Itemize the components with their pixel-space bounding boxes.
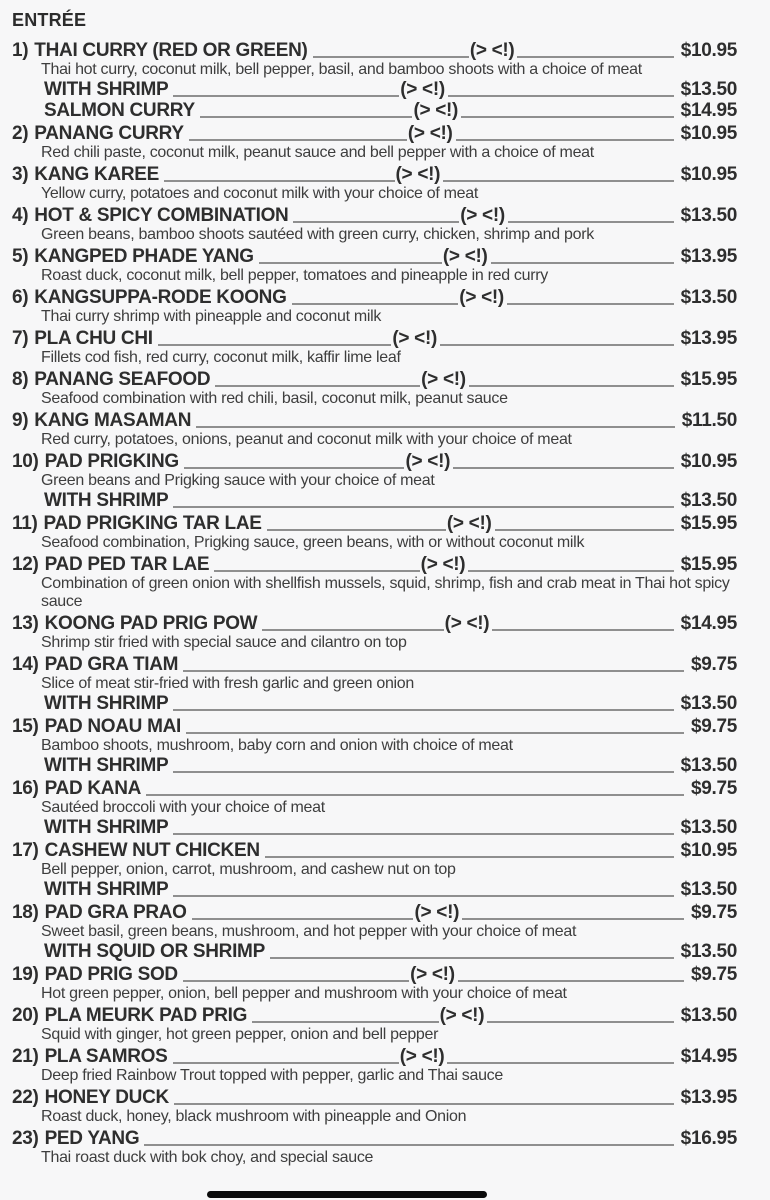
spicy-marker: (> <!) (407, 123, 453, 144)
menu-item (12, 246, 737, 285)
item-number: 13) (12, 613, 39, 634)
item-number: 16) (12, 778, 39, 799)
menu-item-price-row (12, 964, 737, 985)
menu-item-price-row (12, 513, 737, 534)
leader-line (144, 1144, 673, 1146)
leader-line (183, 980, 409, 982)
item-variants (12, 693, 737, 714)
spicy-marker: (> <!) (442, 246, 488, 267)
item-description: Thai curry shrimp with pineapple and coconut milk (41, 308, 382, 325)
item-variants (12, 941, 737, 962)
item-number: 2) (12, 123, 29, 144)
spicy-marker: (> <!) (439, 1005, 485, 1026)
leader-line (517, 56, 673, 58)
item-name: CASHEW NUT CHICKEN (44, 840, 260, 861)
variant-name: WITH SHRIMP (44, 490, 169, 511)
leader-line (462, 918, 684, 920)
item-variant (44, 879, 737, 900)
menu-item-price-row (12, 654, 737, 675)
item-price: $15.95 (680, 513, 738, 534)
leader-line (189, 139, 407, 141)
item-description: Yellow curry, potatoes and coconut milk with your choice of meat (41, 185, 479, 202)
menu-item (12, 964, 737, 1003)
item-name: KANG KAREE (34, 164, 160, 185)
spicy-marker: (> <!) (399, 1046, 445, 1067)
item-number: 20) (12, 1005, 39, 1026)
menu-item (12, 554, 737, 611)
leader-line (270, 957, 674, 959)
item-variant (44, 817, 737, 838)
item-price: $16.95 (680, 1128, 737, 1149)
menu-item (12, 513, 737, 552)
item-variant (44, 693, 737, 714)
page-title: ENTRÉE (12, 10, 87, 30)
menu-item (12, 1005, 737, 1044)
leader-line (491, 262, 674, 264)
menu-item (12, 1046, 737, 1085)
item-price: $13.95 (680, 246, 738, 267)
item-number: 12) (12, 554, 39, 575)
menu-item-price-row (12, 40, 737, 61)
item-description: Bell pepper, onion, carrot, mushroom, and cashew nut on top (41, 861, 456, 878)
leader-line (200, 116, 413, 118)
item-name: PAD GRA PRAO (44, 902, 187, 923)
variant-price: $14.95 (680, 100, 737, 121)
item-number: 10) (12, 451, 39, 472)
item-number: 22) (12, 1087, 39, 1108)
leader-line (173, 833, 673, 835)
menu-list (12, 40, 737, 1167)
menu-item (12, 1087, 737, 1126)
menu-item (12, 328, 737, 367)
variant-name: WITH SHRIMP (44, 79, 169, 100)
leader-line (487, 1021, 673, 1023)
item-price: $9.75 (690, 654, 737, 675)
item-price: $10.95 (680, 840, 737, 861)
menu-item-price-row (12, 369, 737, 390)
leader-line (440, 344, 674, 346)
leader-line (292, 303, 459, 305)
item-number: 18) (12, 902, 39, 923)
item-description: Bamboo shoots, mushroom, baby corn and onion with choice of meat (41, 737, 513, 754)
item-name: HOT & SPICY COMBINATION (34, 205, 289, 226)
item-description: Green beans and Prigking sauce with your choice of meat (41, 472, 435, 489)
leader-line (259, 262, 442, 264)
spicy-marker: (> <!) (444, 613, 490, 634)
item-name: PAD PED TAR LAE (44, 554, 210, 575)
item-price: $13.95 (680, 1087, 737, 1108)
menu-item (12, 654, 737, 714)
variant-name: WITH SHRIMP (44, 879, 169, 900)
spicy-marker: (> <!) (446, 513, 492, 534)
item-variant (44, 755, 737, 776)
item-number: 21) (12, 1046, 39, 1067)
leader-line (492, 629, 673, 631)
leader-line (173, 895, 673, 897)
spicy-marker: (> <!) (460, 205, 505, 226)
variant-price: $13.50 (680, 817, 737, 838)
menu-item (12, 40, 737, 121)
item-name: PLA MEURK PAD PRIG (44, 1005, 248, 1026)
leader-line (507, 303, 674, 305)
menu-item-price-row (12, 1046, 737, 1067)
item-price: $9.75 (690, 964, 737, 985)
menu-item-price-row (12, 840, 737, 861)
item-price: $11.50 (681, 410, 737, 431)
variant-name: SALMON CURRY (44, 100, 195, 121)
leader-line (184, 467, 405, 469)
spicy-marker: (> <!) (420, 554, 466, 575)
leader-line (461, 116, 674, 118)
menu-item-price-row (12, 164, 737, 185)
item-price: $10.95 (680, 123, 737, 144)
leader-line (262, 629, 443, 631)
item-price: $13.50 (680, 287, 737, 308)
item-variants (12, 755, 737, 776)
item-name: PAD PRIGKING (44, 451, 179, 472)
menu-item (12, 369, 737, 408)
leader-line (164, 180, 395, 182)
item-description: Deep fried Rainbow Trout topped with pepper, garlic and Thai sauce (41, 1067, 503, 1084)
menu-item-price-row (12, 287, 737, 308)
item-number: 19) (12, 964, 39, 985)
spicy-marker: (> <!) (392, 328, 438, 349)
item-name: PAD PRIGKING TAR LAE (43, 513, 262, 534)
menu-item-price-row (12, 613, 737, 634)
item-variant (44, 100, 737, 121)
menu-item (12, 840, 737, 900)
leader-line (158, 344, 392, 346)
leader-line (173, 709, 673, 711)
item-price: $10.95 (680, 164, 738, 185)
item-number: 8) (12, 369, 29, 390)
spicy-marker: (> <!) (400, 79, 445, 100)
variant-name: WITH SQUID OR SHRIMP (44, 941, 265, 962)
variant-price: $13.50 (680, 755, 737, 776)
spicy-marker: (> <!) (395, 164, 441, 185)
spicy-marker: (> <!) (410, 964, 455, 985)
item-number: 6) (12, 287, 29, 308)
menu-item (12, 716, 737, 776)
item-description: Thai hot curry, coconut milk, bell pepper, basil, and bamboo shoots with a choice of meat (41, 61, 642, 78)
item-name: PAD NOAU MAI (44, 716, 181, 737)
menu-item (12, 410, 737, 449)
leader-line (173, 771, 673, 773)
spicy-marker: (> <!) (469, 40, 515, 61)
menu-item-price-row (12, 1005, 737, 1026)
spicy-marker: (> <!) (414, 902, 460, 923)
item-price: $13.50 (680, 1005, 738, 1026)
item-number: 7) (12, 328, 29, 349)
leader-line (214, 570, 419, 572)
menu-item (12, 164, 737, 203)
leader-line (267, 529, 446, 531)
item-description: Shrimp stir fried with special sauce and cilantro on top (41, 634, 407, 651)
leader-line (146, 794, 684, 796)
item-description: Seafood combination, Prigking sauce, green beans, with or without coconut milk (41, 534, 585, 551)
leader-line (215, 385, 420, 387)
item-description: Squid with ginger, hot green pepper, onion and bell pepper (41, 1026, 439, 1043)
spicy-marker: (> <!) (405, 451, 451, 472)
menu-item (12, 1128, 737, 1167)
item-number: 14) (12, 654, 39, 675)
item-name: KOONG PAD PRIG POW (44, 613, 258, 634)
item-variant (44, 79, 737, 100)
leader-line (453, 467, 674, 469)
leader-line (186, 732, 684, 734)
item-number: 9) (12, 410, 29, 431)
variant-name: WITH SHRIMP (44, 755, 169, 776)
item-variants (12, 879, 737, 900)
item-description: Red chili paste, coconut milk, peanut sauce and bell pepper with a choice of meat (41, 144, 594, 161)
item-description: Sautéed broccoli with your choice of meat (41, 799, 325, 816)
item-number: 17) (12, 840, 39, 861)
item-description: Sweet basil, green beans, mushroom, and hot pepper with your choice of meat (41, 923, 577, 940)
leader-line (313, 56, 469, 58)
item-price: $9.75 (690, 716, 737, 737)
item-price: $9.75 (690, 902, 737, 923)
leader-line (173, 95, 399, 97)
item-variants (12, 817, 737, 838)
item-price: $13.50 (680, 205, 737, 226)
leader-line (508, 221, 674, 223)
variant-price: $13.50 (680, 490, 737, 511)
leader-line (443, 180, 674, 182)
item-description: Combination of green onion with shellfish mussels, squid, shrimp, fish and crab meat in Thai hot spicy sauce (41, 575, 730, 610)
menu-item (12, 902, 737, 962)
item-variant (44, 941, 737, 962)
leader-line (192, 918, 414, 920)
item-name: PLA SAMROS (44, 1046, 168, 1067)
item-price: $15.95 (680, 554, 738, 575)
menu-item (12, 451, 737, 511)
leader-line (448, 95, 674, 97)
leader-line (456, 139, 674, 141)
spicy-marker: (> <!) (413, 100, 459, 121)
leader-line (173, 1062, 399, 1064)
menu-item-price-row (12, 554, 737, 575)
menu-item-price-row (12, 1087, 737, 1108)
item-price: $10.95 (680, 451, 738, 472)
menu-item (12, 613, 737, 652)
item-number: 15) (12, 716, 39, 737)
item-name: PANANG CURRY (34, 123, 184, 144)
item-price: $10.95 (680, 40, 738, 61)
item-name: PANANG SEAFOOD (34, 369, 211, 390)
menu-item (12, 778, 737, 838)
item-number: 23) (12, 1128, 39, 1149)
item-description: Thai roast duck with bok choy, and special sauce (41, 1149, 374, 1166)
item-name: KANGPED PHADE YANG (34, 246, 254, 267)
item-number: 5) (12, 246, 29, 267)
item-name: KANG MASAMAN (34, 410, 192, 431)
variant-price: $13.50 (680, 693, 737, 714)
item-number: 1) (12, 40, 29, 61)
menu-item (12, 205, 737, 244)
menu-item-price-row (12, 902, 737, 923)
item-name: HONEY DUCK (44, 1087, 169, 1108)
item-name: PAD PRIG SOD (44, 964, 178, 985)
item-variant (44, 490, 737, 511)
item-description: Fillets cod fish, red curry, coconut milk, kaffir lime leaf (41, 349, 401, 366)
item-description: Roast duck, honey, black mushroom with pineapple and Onion (41, 1108, 467, 1125)
leader-line (173, 506, 673, 508)
variant-name: WITH SHRIMP (44, 693, 169, 714)
menu-item-price-row (12, 716, 737, 737)
item-name: KANGSUPPA-RODE KOONG (34, 287, 287, 308)
item-number: 4) (12, 205, 29, 226)
menu-item-price-row (12, 205, 737, 226)
item-name: PLA CHU CHI (34, 328, 153, 349)
spicy-marker: (> <!) (421, 369, 466, 390)
menu-item-price-row (12, 328, 737, 349)
menu-item-price-row (12, 123, 737, 144)
item-description: Hot green pepper, onion, bell pepper and mushroom with your choice of meat (41, 985, 567, 1002)
leader-line (196, 426, 675, 428)
item-name: PAD KANA (44, 778, 142, 799)
item-price: $15.95 (680, 369, 737, 390)
item-name: THAI CURRY (RED OR GREEN) (34, 40, 308, 61)
menu-item (12, 287, 737, 326)
item-variants (12, 79, 737, 121)
item-number: 3) (12, 164, 29, 185)
leader-line (265, 856, 674, 858)
item-number: 11) (12, 513, 38, 534)
variant-price: $13.50 (680, 879, 737, 900)
item-price: $14.95 (680, 1046, 738, 1067)
item-price: $14.95 (680, 613, 737, 634)
item-variants (12, 490, 737, 511)
leader-line (468, 570, 673, 572)
spicy-marker: (> <!) (459, 287, 504, 308)
variant-name: WITH SHRIMP (44, 817, 169, 838)
item-description: Seafood combination with red chili, basil, coconut milk, peanut sauce (41, 390, 508, 407)
variant-price: $13.50 (680, 79, 737, 100)
item-price: $9.75 (690, 778, 737, 799)
item-description: Slice of meat stir-fried with fresh garlic and green onion (41, 675, 415, 692)
leader-line (174, 1103, 674, 1105)
leader-line (469, 385, 674, 387)
leader-line (252, 1021, 438, 1023)
home-indicator-bar[interactable] (207, 1191, 487, 1198)
item-description: Green beans, bamboo shoots sautéed with green curry, chicken, shrimp and pork (41, 226, 594, 243)
leader-line (495, 529, 674, 531)
leader-line (293, 221, 459, 223)
menu-item (12, 123, 737, 162)
menu-item-price-row (12, 451, 737, 472)
item-description: Roast duck, coconut milk, bell pepper, tomatoes and pineapple in red curry (41, 267, 548, 284)
menu-item-price-row (12, 246, 737, 267)
variant-price: $13.50 (680, 941, 737, 962)
item-description: Red curry, potatoes, onions, peanut and coconut milk with your choice of meat (41, 431, 572, 448)
leader-line (447, 1062, 673, 1064)
menu-item-price-row (12, 778, 737, 799)
menu-item-price-row (12, 1128, 737, 1149)
leader-line (183, 670, 684, 672)
menu-item-price-row (12, 410, 737, 431)
item-name: PAD GRA TIAM (44, 654, 179, 675)
item-price: $13.95 (680, 328, 737, 349)
leader-line (458, 980, 684, 982)
item-name: PED YANG (44, 1128, 140, 1149)
